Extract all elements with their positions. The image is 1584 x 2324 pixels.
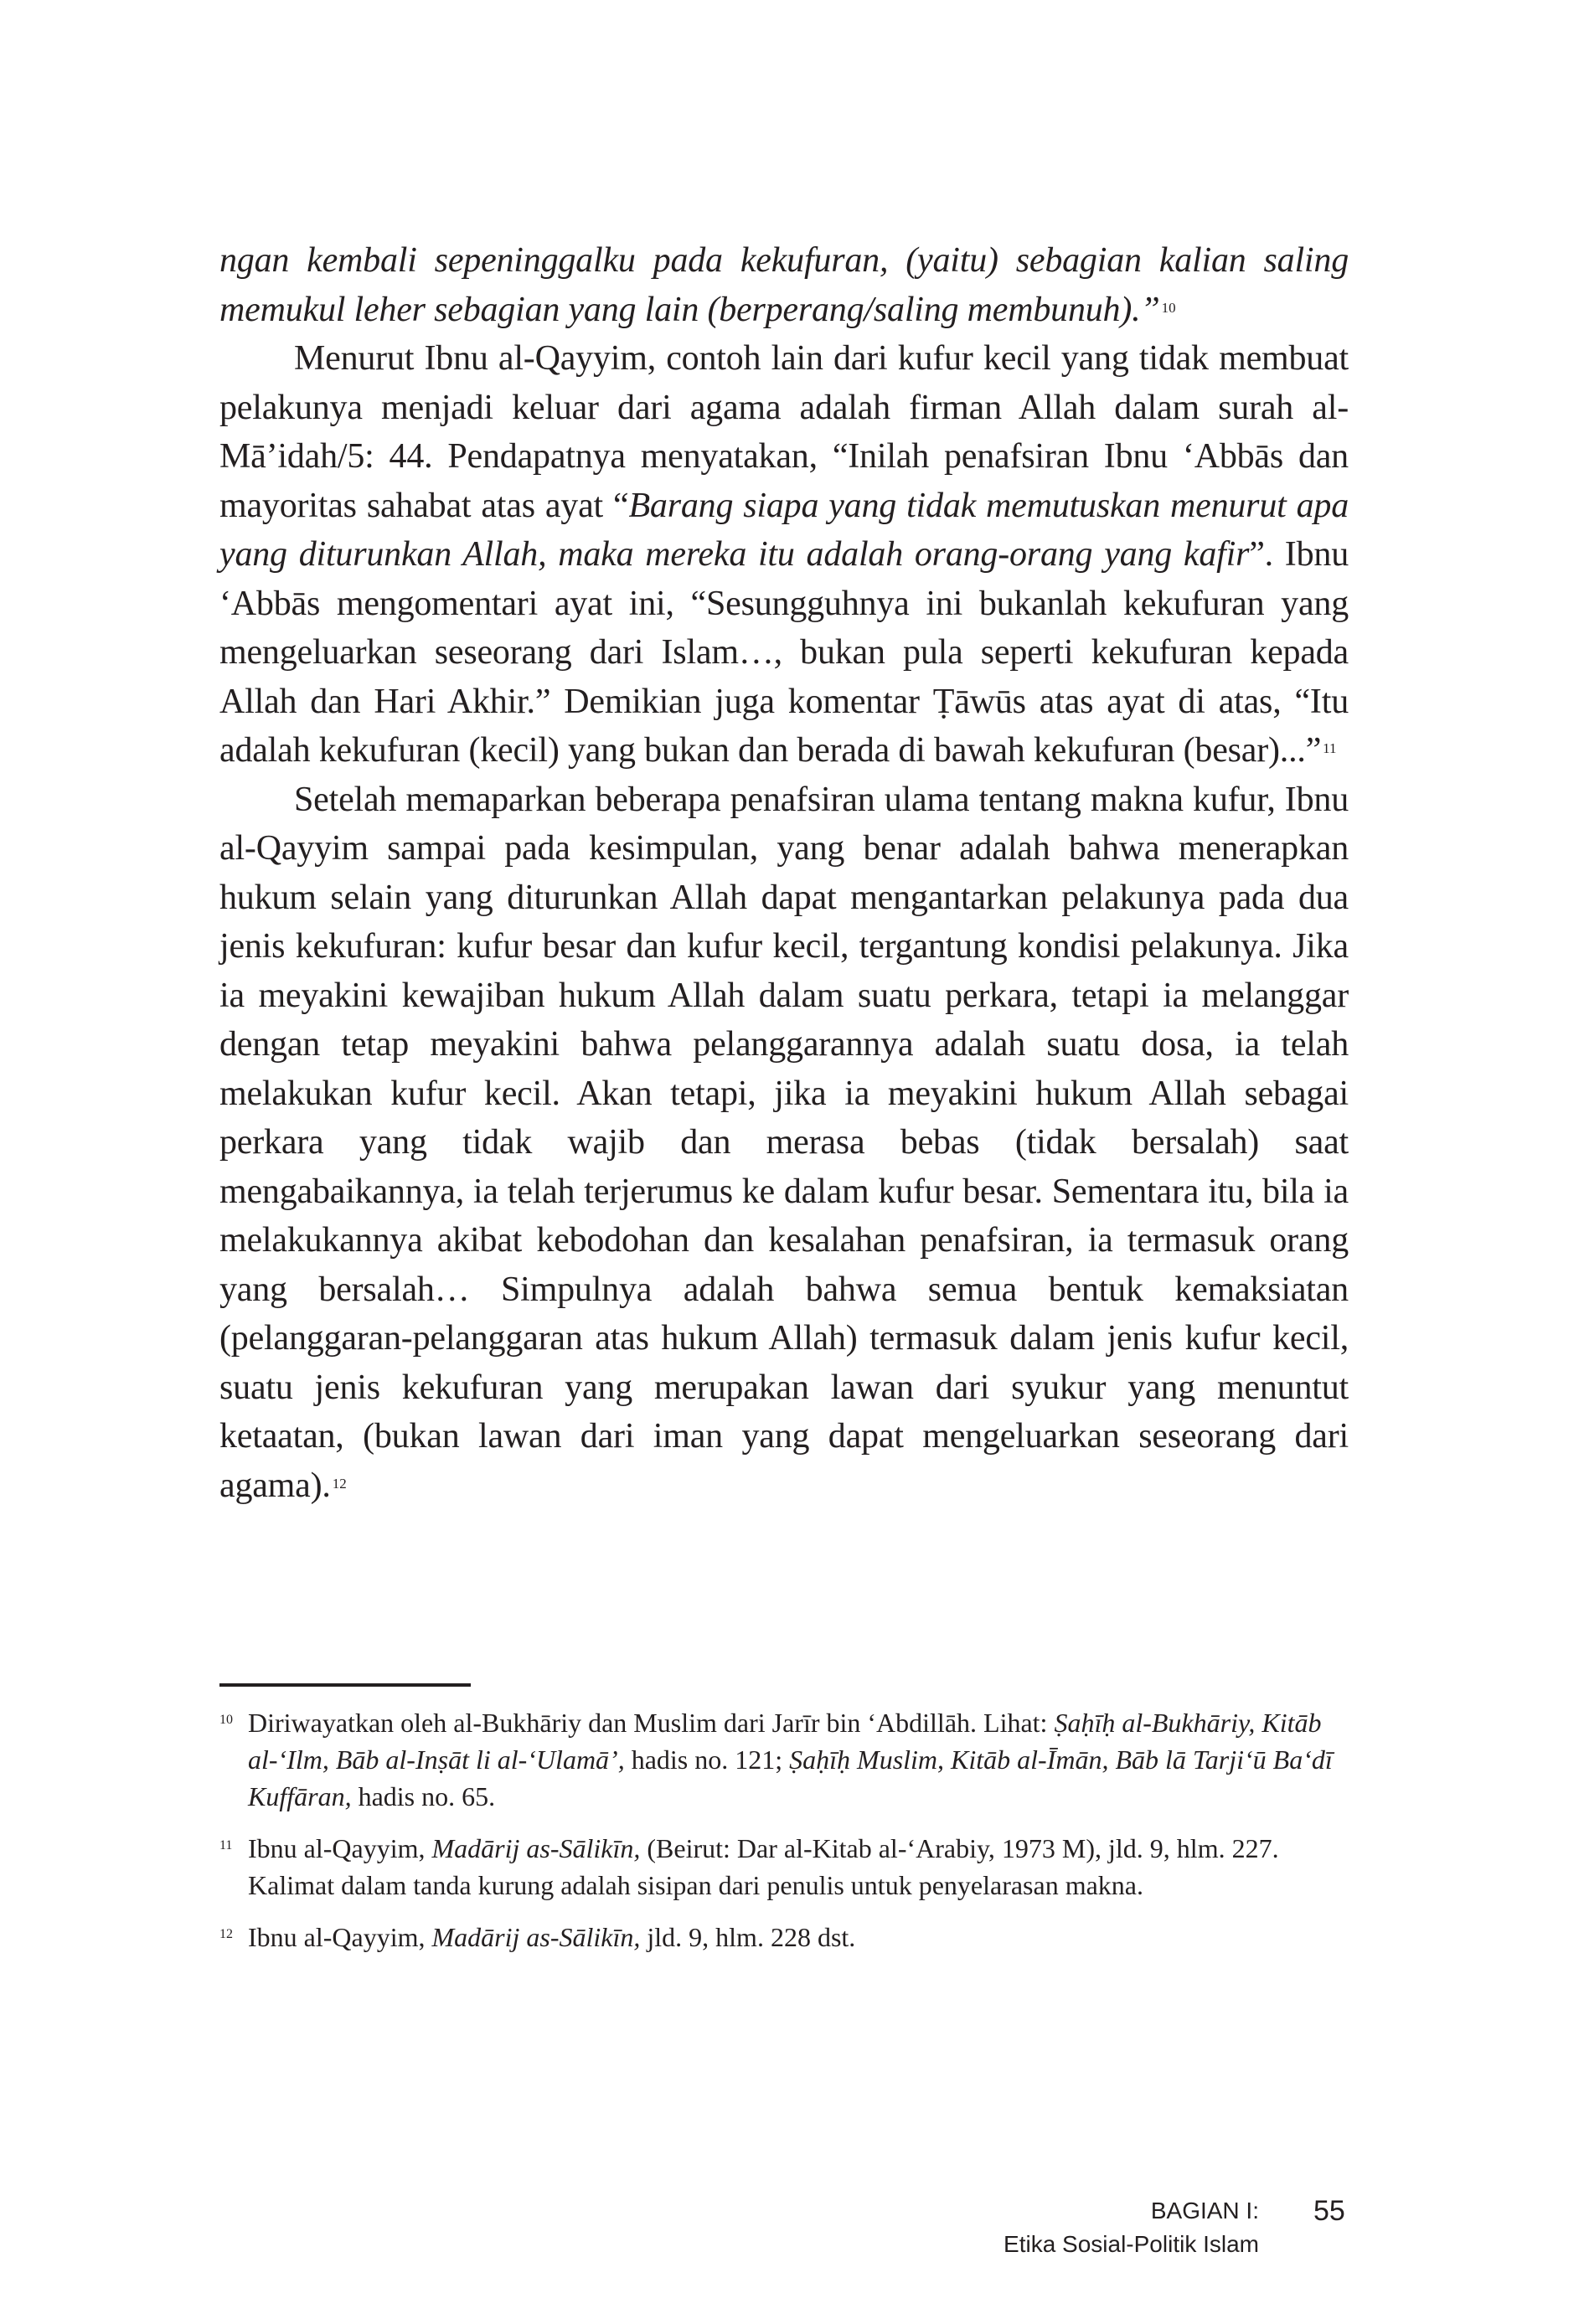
footnote-reference: 12 xyxy=(332,1475,347,1492)
text-run: Ibnu al-Qayyim, xyxy=(248,1922,432,1952)
text-run: jld. 9, hlm. 228 dst. xyxy=(640,1922,856,1952)
text-run: (Beirut: Dar al-Kitab al-‘Arabiy, 1973 M), jld. 9, hlm. 227. Kalimat dalam tanda kurung adalah sisipan dari penulis untuk penyelarasan makna. xyxy=(248,1833,1279,1900)
footnote-12 xyxy=(219,1919,1349,1956)
paragraph-continuation xyxy=(219,236,1349,334)
page-number: 55 xyxy=(1313,2195,1345,2227)
running-footer-title: Etika Sosial-Politik Islam xyxy=(1004,2231,1259,2257)
footnote-number: 11 xyxy=(219,1838,233,1853)
running-footer xyxy=(1004,2194,1259,2261)
footnote-11 xyxy=(219,1830,1349,1904)
main-text xyxy=(219,236,1349,1510)
footnote-reference: 10 xyxy=(1161,299,1176,316)
italic-text: Barang siapa yang tidak memutuskan menurut apa yang diturunkan Allah, maka mereka itu adalah orang-orang yang kafir xyxy=(219,486,1349,574)
text-run: Diriwayatkan oleh al-Bukhāriy dan Muslim dari Jarīr bin ‘Abdillāh. Lihat: xyxy=(248,1708,1055,1738)
footnote-text xyxy=(248,1919,1349,1956)
text-run: hadis no. 65. xyxy=(351,1781,496,1811)
italic-text: ngan kembali sepeninggalku pada kekufuran, (yaitu) sebagian kalian saling memukul leher sebagian yang lain (berperang/saling membunuh).” xyxy=(219,241,1349,329)
running-footer-part: BAGIAN I: xyxy=(1150,2198,1259,2224)
text-run: ”. Ibnu ‘Abbās mengomentari ayat ini, “Sesungguhnya ini bukanlah kekufuran yang mengeluarkan seseorang dari Islam…, bukan pula seperti kekufuran kepada Allah dan Hari Akhir.” Demikian juga komentar Ṭāwūs atas ayat di atas, “Itu adalah kekufuran (kecil) yang bukan dan berada di bawah kekufuran (besar)...” xyxy=(219,535,1349,770)
footnote-text xyxy=(248,1830,1349,1904)
footnote-text xyxy=(248,1704,1349,1815)
italic-text: Ṣaḥīḥ Muslim, Kitāb al-Īmān, Bāb lā Tarji‘ū Ba‘dī Kuffāran, xyxy=(248,1744,1333,1811)
text-run: Setelah memaparkan beberapa penafsiran ulama tentang makna kufur, Ibnu al-Qayyim sampai pada kesimpulan, yang benar adalah bahwa menerapkan hukum selain yang diturunkan Allah dapat mengantarkan pelakunya pada dua jenis kekufuran: kufur besar dan kufur kecil, tergantung kondisi pelakunya. Jika ia meyakini kewajiban hukum Allah dalam suatu perkara, tetapi ia melanggar dengan tetap meyakini bahwa pelanggarannya adalah suatu dosa, ia telah melakukan kufur kecil. Akan tetapi, jika ia meyakini hukum Allah sebagai perkara yang tidak wajib dan merasa bebas (tidak bersalah) saat mengabaikannya, ia telah terjerumus ke dalam kufur besar. Sementara itu, bila ia melakukannya akibat kebodohan dan kesalahan penafsiran, ia termasuk orang yang bersalah… Simpulnya adalah bahwa semua bentuk kemaksiatan (pelanggaran-pelanggaran atas hukum Allah) termasuk dalam jenis kufur kecil, suatu jenis kekufuran yang merupakan lawan dari syukur yang menuntut ketaatan, (bukan lawan dari iman yang dapat mengeluarkan seseorang dari agama). xyxy=(219,780,1349,1505)
text-run: hadis no. 121; xyxy=(624,1744,790,1775)
footnote-divider xyxy=(219,1683,471,1687)
text-run: Ibnu al-Qayyim, xyxy=(248,1833,432,1863)
paragraph-conclusion xyxy=(219,776,1349,1511)
footnote-reference: 11 xyxy=(1323,740,1337,756)
footnotes xyxy=(219,1704,1349,1971)
italic-text: Madārij as-Sālikīn, xyxy=(431,1922,641,1952)
italic-text: Madārij as-Sālikīn, xyxy=(431,1833,641,1863)
italic-text: Ṣaḥīḥ al-Bukhāriy, Kitāb al-‘Ilm, Bāb al-Inṣāt li al-‘Ulamā’, xyxy=(248,1708,1322,1775)
text-run: Menurut Ibnu al-Qayyim, contoh lain dari kufur kecil yang tidak membuat pelakunya menjadi keluar dari agama adalah firman Allah dalam surah al-Mā’idah/5: 44. Pendapatnya menyatakan, “Inilah penafsiran Ibnu ‘Abbās dan mayoritas sahabat atas ayat “ xyxy=(219,339,1349,525)
footnote-number: 10 xyxy=(219,1713,233,1727)
paragraph-ibnu-qayyim-example xyxy=(219,334,1349,776)
footnote-number: 12 xyxy=(219,1927,233,1941)
footnote-10 xyxy=(219,1704,1349,1815)
